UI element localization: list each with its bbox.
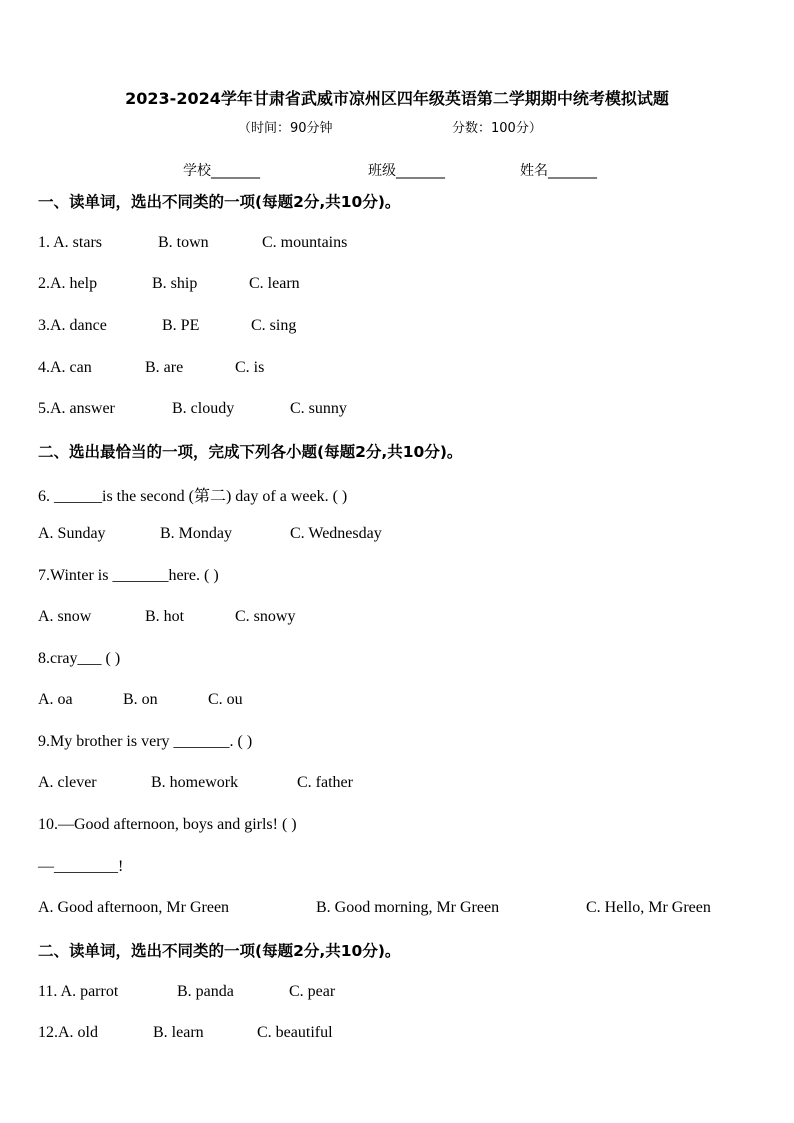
question-8-stem: 8.cray___ ( ): [38, 650, 121, 667]
section-heading-1: 一、读单词，选出不同类的一项(每题2分,共10分)。: [38, 193, 401, 211]
exam-title: 2023-2024学年甘肃省武威市凉州区四年级英语第二学期期中统考模拟试题: [125, 89, 669, 108]
question-7-option-a: A. snow: [38, 608, 92, 625]
question-11-option-c: C. pear: [289, 983, 336, 1000]
question-2-option-b: B. ship: [152, 275, 198, 292]
name-field: 姓名_______: [520, 163, 597, 179]
question-4-option-b: B. are: [145, 359, 184, 376]
section-heading-2: 二、选出最恰当的一项，完成下列各小题(每题2分,共10分)。: [38, 443, 463, 461]
question-3-option-b: B. PE: [162, 317, 200, 334]
question-5-option-b: B. cloudy: [172, 400, 235, 417]
question-10-reply: —________!: [38, 858, 124, 875]
question-10-stem: 10.—Good afternoon, boys and girls! ( ): [38, 816, 297, 833]
question-1-option-c: C. mountains: [262, 234, 348, 251]
question-8-option-c: C. ou: [208, 691, 243, 708]
question-11-option-a: 11. A. parrot: [38, 983, 119, 1000]
question-9-option-c: C. father: [297, 774, 353, 791]
question-7-stem: 7.Winter is _______here. ( ): [38, 567, 219, 584]
question-9-option-a: A. clever: [38, 774, 97, 791]
question-6-option-c: C. Wednesday: [290, 525, 382, 542]
question-6-stem: 6. ______is the second (第二) day of a week. ( ): [38, 488, 348, 505]
exam-score: 分数：100分）: [452, 121, 542, 136]
question-4-option-c: C. is: [235, 359, 265, 376]
question-5-option-c: C. sunny: [290, 400, 347, 417]
question-7-option-c: C. snowy: [235, 608, 296, 625]
question-3-option-a: 3.A. dance: [38, 317, 107, 334]
class-field: 班级_______: [368, 163, 445, 179]
question-6-option-a: A. Sunday: [38, 525, 106, 542]
question-12-option-c: C. beautiful: [257, 1024, 333, 1041]
question-8-option-a: A. oa: [38, 691, 73, 708]
question-6-option-b: B. Monday: [160, 525, 232, 542]
question-1-option-b: B. town: [158, 234, 209, 251]
question-8-option-b: B. on: [123, 691, 158, 708]
question-10-option-b: B. Good morning, Mr Green: [316, 899, 500, 916]
question-11-option-b: B. panda: [177, 983, 234, 1000]
question-12-option-b: B. learn: [153, 1024, 204, 1041]
question-7-option-b: B. hot: [145, 608, 185, 625]
question-4-option-a: 4.A. can: [38, 359, 92, 376]
question-3-option-c: C. sing: [251, 317, 297, 334]
question-9-option-b: B. homework: [151, 774, 239, 791]
school-field: 学校_______: [183, 163, 260, 179]
question-2-option-c: C. learn: [249, 275, 300, 292]
question-9-stem: 9.My brother is very _______. ( ): [38, 733, 253, 750]
exam-time: （时间：90分钟: [238, 121, 333, 136]
question-1-option-a: 1. A. stars: [38, 234, 102, 251]
section-heading-3: 二、读单词，选出不同类的一项(每题2分,共10分)。: [38, 942, 401, 960]
question-10-option-c: C. Hello, Mr Green: [586, 899, 711, 916]
question-10-option-a: A. Good afternoon, Mr Green: [38, 899, 230, 916]
question-12-option-a: 12.A. old: [38, 1024, 98, 1041]
question-2-option-a: 2.A. help: [38, 275, 98, 292]
question-5-option-a: 5.A. answer: [38, 400, 115, 417]
